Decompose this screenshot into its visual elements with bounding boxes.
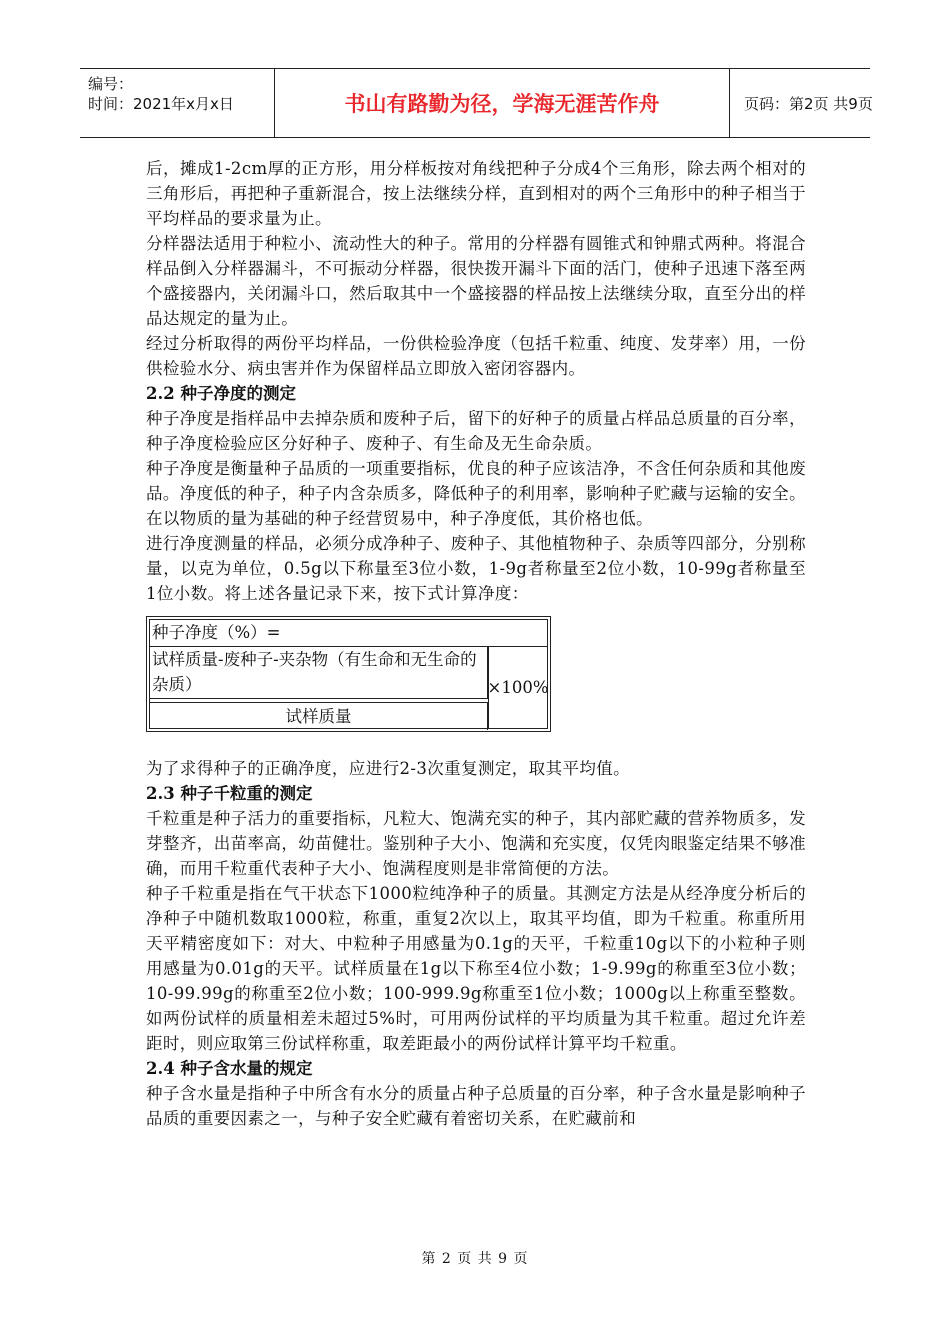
header-meta [80,69,275,137]
paragraph: 为了求得种子的正确净度，应进行2-3次重复测定，取其平均值。 [146,759,631,778]
section-heading-2-2: 2.2 种子净度的测定 [146,384,296,403]
paragraph: 种子含水量是指种子中所含有水分的质量占种子总质量的百分率，种子含水量是影响种子品质的重要因素之一，与种子安全贮藏有着密切关系，在贮藏前和 [146,1084,806,1128]
formula-frame [149,619,548,729]
document-body [146,156,806,1131]
formula-lhs: 种子净度（%）= [150,620,547,647]
document-time-label: 时间：2021年x月x日 [88,95,234,113]
section-heading-2-4: 2.4 种子含水量的规定 [146,1059,313,1078]
section-heading-2-3: 2.3 种子千粒重的测定 [146,784,313,803]
header-page-label: 页码：第2页 共9页 [744,94,873,113]
document-number-label: 编号： [88,75,134,93]
paragraph: 后，摊成1-2cm厚的正方形，用分样板按对角线把种子分成4个三角形，除去两个相对的三角形后，再把种子重新混合，按上法继续分样，直到相对的两个三角形中的种子相当于平均样品的要求量为止。 [146,159,806,228]
purity-formula-table [146,616,551,732]
formula-multiplier: ×100% [488,647,547,728]
formula-numerator: 试样质量-废种子-夹杂物（有生命和无生命的杂质） [150,647,488,699]
header-motto: 书山有路勤为径，学海无涯苦作舟 [275,69,730,137]
paragraph: 分样器法适用于种粒小、流动性大的种子。常用的分样器有圆锥式和钟鼎式两种。将混合样品倒入分样器漏斗，不可振动分样器，很快拨开漏斗下面的活门，使种子迅速下落至两个盛接器内，关闭漏斗口，然后取其中一个盛接器的样品按上法继续分取，直至分出的样品达规定的量为止。 [146,234,806,328]
formula-denominator: 试样质量 [150,702,488,730]
page-footer: 第 2 页 共 9 页 [421,1251,529,1267]
paragraph: 进行净度测量的样品，必须分成净种子、废种子、其他植物种子、杂质等四部分，分别称量，以克为单位，0.5g以下称量至3位小数，1-9g者称量至2位小数，10-99g者称量至1位小数。将上述各量记录下来，按下式计算净度： [146,534,806,603]
paragraph: 种子净度是指样品中去掉杂质和废种子后，留下的好种子的质量占样品总质量的百分率，种子净度检验应区分好种子、废种子、有生命及无生命杂质。 [146,409,806,453]
paragraph: 种子千粒重是指在气干状态下1000粒纯净种子的质量。其测定方法是从经净度分析后的净种子中随机数取1000粒，称重，重复2次以上，取其平均值，即为千粒重。称重所用天平精密度如下：对大、中粒种子用感量为0.1g的天平，千粒重10g以下的小粒种子则用感量为0.01g的天平。试样质量在1g以下称至4位小数；1-9.99g的称重至3位小数；10-99.99g的称重至2位小数；100-999.9g称重至1位小数；1000g以上称重至整数。如两份试样的质量相差未超过5%时，可用两份试样的平均质量为其千粒重。超过允许差距时，则应取第三份试样称重，取差距最小的两份试样计算平均千粒重。 [146,884,806,1053]
paragraph: 千粒重是种子活力的重要指标，凡粒大、饱满充实的种子，其内部贮藏的营养物质多，发芽整齐，出苗率高，幼苗健壮。鉴别种子大小、饱满和充实度，仅凭肉眼鉴定结果不够准确，而用千粒重代表种子大小、饱满程度则是非常简便的方法。 [146,809,806,878]
paragraph: 种子净度是衡量种子品质的一项重要指标，优良的种子应该洁净，不含任何杂质和其他废品。净度低的种子，种子内含杂质多，降低种子的利用率，影响种子贮藏与运输的安全。在以物质的量为基础的种子经营贸易中，种子净度低，其价格也低。 [146,459,806,528]
paragraph: 经过分析取得的两份平均样品，一份供检验净度（包括千粒重、纯度、发芽率）用，一份供检验水分、病虫害并作为保留样品立即放入密闭容器内。 [146,334,806,378]
page-header [80,68,873,138]
